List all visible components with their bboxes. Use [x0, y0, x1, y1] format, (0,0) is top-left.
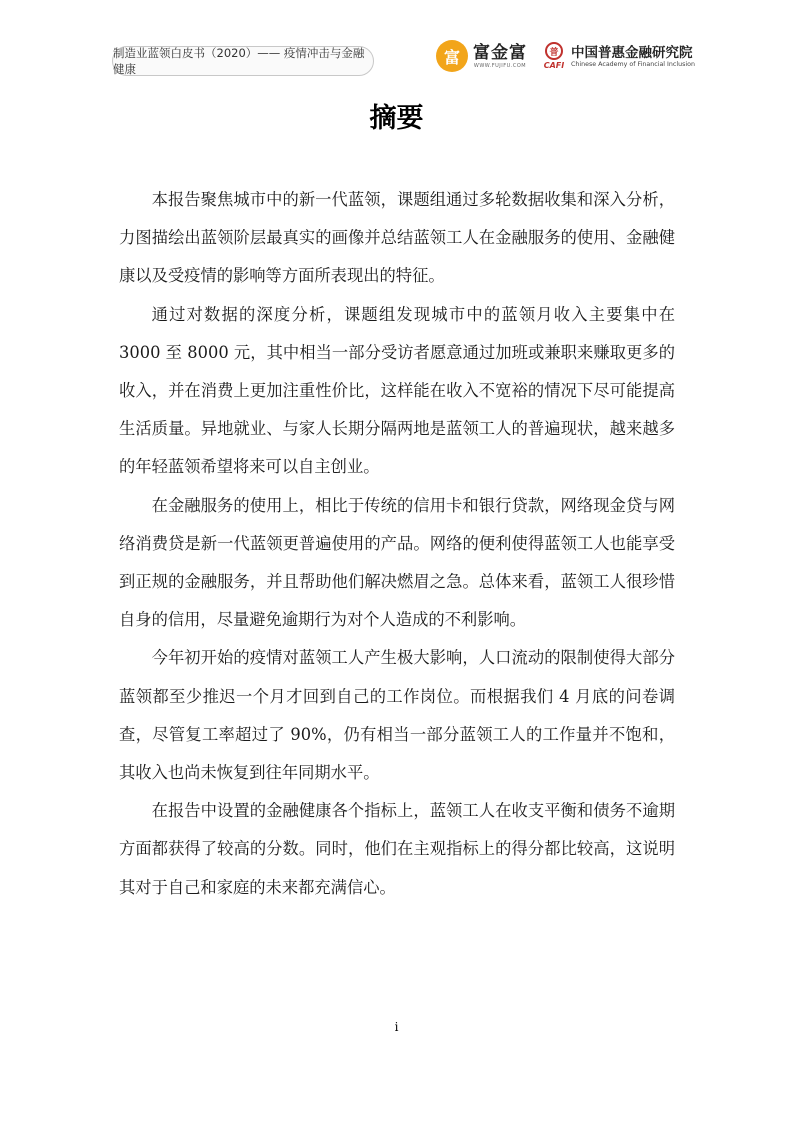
fujinfu-logo [436, 40, 527, 72]
cafi-logo [540, 42, 695, 70]
paragraph: 今年初开始的疫情对蓝领工人产生极大影响，人口流动的限制使得大部分蓝领都至少推迟一个月才回到自己的工作岗位。而根据我们 4 月底的问卷调查，尽管复工率超过了 90%，仍有相当一部分蓝领工人的工作量并不饱和，其收入也尚未恢复到往年同期水平。 [119, 648, 675, 783]
report-header-label: 制造业蓝领白皮书（2020）—— 疫情冲击与金融健康 [112, 46, 374, 76]
page-number: i [394, 1020, 399, 1034]
paragraph: 在金融服务的使用上，相比于传统的信用卡和银行贷款，网络现金贷与网络消费贷是新一代蓝领更普遍使用的产品。网络的便利使得蓝领工人也能享受到正规的金融服务，并且帮助他们解决燃眉之急。总体来看，蓝领工人很珍惜自身的信用，尽量避免逾期行为对个人造成的不利影响。 [119, 495, 675, 630]
fujinfu-logo-icon: 富 [436, 40, 468, 72]
page-title: 摘要 [369, 103, 424, 134]
cafi-logo-icon: 普 [545, 42, 563, 60]
paragraph: 本报告聚焦城市中的新一代蓝领，课题组通过多轮数据收集和深入分析，力图描绘出蓝领阶层最真实的画像并总结蓝领工人在金融服务的使用、金融健康以及受疫情的影响等方面所表现出的特征。 [119, 190, 675, 286]
cafi-logo-name-cn: 中国普惠金融研究院 [571, 44, 693, 61]
cafi-logo-name-en: Chinese Academy of Financial Inclusion [571, 60, 695, 68]
fujinfu-logo-url: WWW.FUJIFU.COM [473, 63, 527, 69]
paragraph: 在报告中设置的金融健康各个指标上，蓝领工人在收支平衡和债务不逾期方面都获得了较高的分数。同时，他们在主观指标上的得分都比较高，这说明其对于自己和家庭的未来都充满信心。 [119, 801, 675, 897]
fujinfu-logo-name: 富金富 [473, 43, 527, 63]
abstract-body [119, 181, 675, 907]
cafi-logo-abbr: CAFI [543, 61, 565, 70]
paragraph: 通过对数据的深度分析，课题组发现城市中的蓝领月收入主要集中在 3000 至 8000 元，其中相当一部分受访者愿意通过加班或兼职来赚取更多的收入，并在消费上更加注重性价比，这样能在收入不宽裕的情况下尽可能提高生活质量。异地就业、与家人长期分隔两地是蓝领工人的普遍现状，越来越多的年轻蓝领希望将来可以自主创业。 [119, 304, 675, 477]
